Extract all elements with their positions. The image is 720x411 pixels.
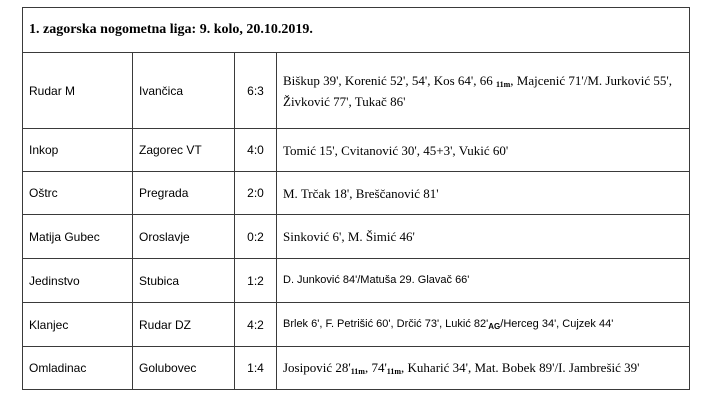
scorers-text: Sinković 6', M. Šimić 46' xyxy=(283,229,415,244)
title-row xyxy=(23,8,690,53)
penalty-tag: 11m xyxy=(496,79,511,89)
scorers-text: M. Trčak 18', Breščanović 81' xyxy=(283,185,439,201)
scorers-text: , Kuharić 34', Mat. Bobek 89'/I. Jambrešić 39' xyxy=(401,359,640,375)
match-row-5 xyxy=(23,259,690,303)
match-row-2 xyxy=(23,129,690,172)
goal-scorers xyxy=(277,215,690,259)
goal-scorers xyxy=(277,53,690,129)
table-title: 1. zagorska nogometna liga: 9. kolo, 20.10.2019. xyxy=(23,8,690,53)
own-goal-tag: AG xyxy=(488,322,501,331)
match-row-7 xyxy=(23,347,690,390)
goal-scorers xyxy=(277,172,690,215)
away-team: Ivančica xyxy=(133,53,235,129)
away-team: Golubovec xyxy=(133,347,235,390)
goal-scorers xyxy=(277,347,690,390)
match-score: 6:3 xyxy=(235,53,277,129)
scorers-text: , 74' xyxy=(364,359,387,375)
scorers-text: Brlek 6', F. Petrišić 60', Drčić 73', Lukić 82' xyxy=(283,318,489,330)
home-team: Oštrc xyxy=(23,172,133,215)
away-team: Stubica xyxy=(133,259,235,303)
home-team: Inkop xyxy=(23,129,133,172)
away-team: Rudar DZ xyxy=(133,303,235,347)
away-team: Pregrada xyxy=(133,172,235,215)
match-score: 4:0 xyxy=(235,129,277,172)
scorers-text: Tomić 15', Cvitanović 30', 45+3', Vukić 60' xyxy=(283,142,509,158)
away-team: Zagorec VT xyxy=(133,129,235,172)
scorers-text: D. Junković 84'/Matuša 29. Glavač 66' xyxy=(283,274,470,286)
penalty-tag: 11m xyxy=(350,366,365,376)
match-row-1 xyxy=(23,53,690,129)
match-row-4 xyxy=(23,215,690,259)
home-team: Rudar M xyxy=(23,53,133,129)
home-team: Klanjec xyxy=(23,303,133,347)
away-team: Oroslavje xyxy=(133,215,235,259)
match-score: 4:2 xyxy=(235,303,277,347)
match-score: 0:2 xyxy=(235,215,277,259)
match-row-6 xyxy=(23,303,690,347)
match-row-3 xyxy=(23,172,690,215)
home-team: Omladinac xyxy=(23,347,133,390)
scorers-text: , Majcenić 71'/M. Jurković 55', Živković 77', Tukač 86' xyxy=(283,72,673,109)
match-score: 1:4 xyxy=(235,347,277,390)
scorers-text: Biškup 39', Korenić 52', 54', Kos 64', 66 xyxy=(283,72,497,88)
home-team: Matija Gubec xyxy=(23,215,133,259)
scorers-text: Josipović 28' xyxy=(283,359,351,375)
results-table xyxy=(22,7,690,390)
home-team: Jedinstvo xyxy=(23,259,133,303)
goal-scorers xyxy=(277,129,690,172)
match-score: 1:2 xyxy=(235,259,277,303)
match-score: 2:0 xyxy=(235,172,277,215)
goal-scorers xyxy=(277,303,690,347)
goal-scorers xyxy=(277,259,690,303)
penalty-tag: 11m xyxy=(386,366,402,376)
scorers-text: /Herceg 34', Cujzek 44' xyxy=(500,318,614,330)
